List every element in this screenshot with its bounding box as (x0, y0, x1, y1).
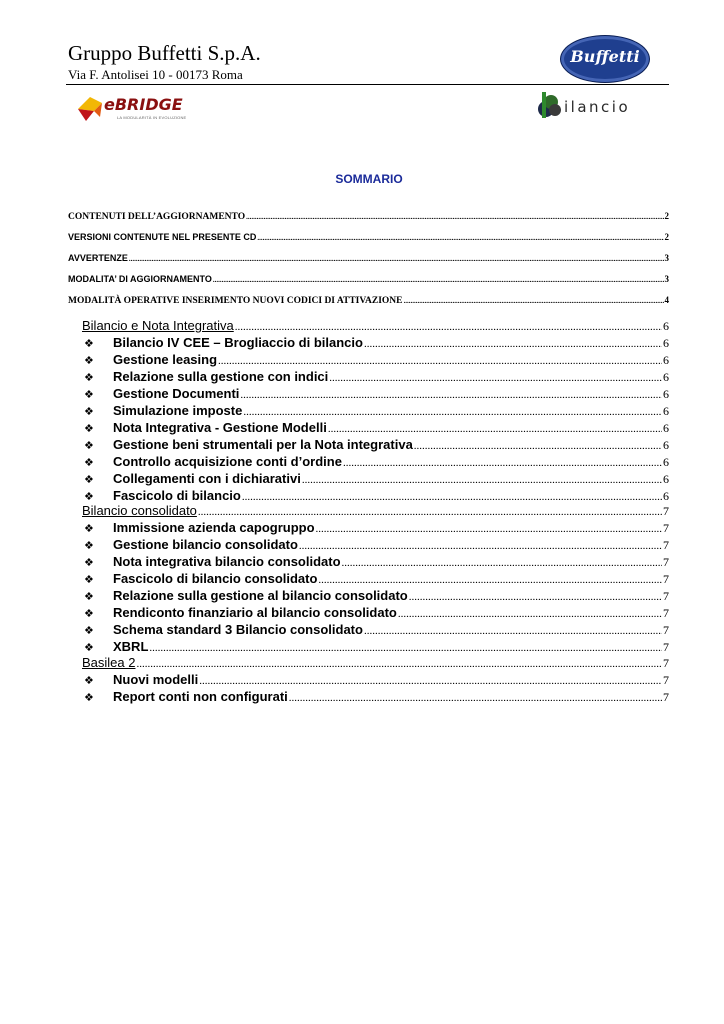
toc-entry-modalita-aggiornamento[interactable] (68, 274, 669, 286)
diamond-bullet-icon: ❖ (84, 573, 94, 586)
toc-leader (414, 439, 662, 454)
toc-page-number: 7 (663, 572, 669, 586)
toc-item-label: Simulazione imposte (113, 403, 243, 418)
toc-page-number: 7 (663, 656, 669, 670)
ebridge-tagline: LA MODULARITÀ IN EVOLUZIONE (117, 115, 187, 120)
toc-page-number: 6 (663, 438, 669, 452)
buffetti-logo-text: Buffetti (570, 47, 640, 66)
company-address: Via F. Antolisei 10 - 00173 Roma (68, 67, 243, 82)
toc-item-label: Nuovi modelli (113, 672, 199, 687)
toc-leader (318, 573, 662, 588)
toc-item-label: Fascicolo di bilancio consolidato (113, 571, 318, 586)
diamond-bullet-icon: ❖ (84, 456, 94, 469)
toc-page-number: 2 (664, 211, 669, 221)
toc-item-label: Controllo acquisizione conti d’ordine (113, 454, 342, 469)
toc-leader (235, 320, 662, 335)
toc-item[interactable] (84, 369, 669, 386)
toc-item-label: Rendiconto finanziario al bilancio consolidato (113, 605, 397, 620)
toc-leader (302, 473, 662, 488)
toc-page-number: 6 (663, 336, 669, 350)
toc-item[interactable] (84, 520, 669, 537)
toc-item[interactable] (84, 386, 669, 403)
toc-item[interactable] (84, 352, 669, 369)
toc-entry-modalita-operative[interactable] (68, 295, 669, 307)
toc-section-bilancio-consolidato[interactable] (82, 503, 669, 520)
toc-page-number: 6 (663, 370, 669, 384)
toc-section-label: Bilancio consolidato (82, 503, 197, 518)
ebridge-logo-text: eBRIDGE (104, 95, 183, 114)
toc-item-label: Schema standard 3 Bilancio consolidato (113, 622, 363, 637)
diamond-bullet-icon: ❖ (84, 422, 94, 435)
toc-entry-label: MODALITA’ DI AGGIORNAMENTO (68, 274, 212, 284)
toc-page-number: 6 (663, 489, 669, 503)
diamond-bullet-icon: ❖ (84, 405, 94, 418)
bilancio-logo-text: ilancio (564, 98, 631, 116)
toc-leader (409, 590, 662, 605)
toc-page-number: 6 (663, 353, 669, 367)
diamond-bullet-icon: ❖ (84, 439, 94, 452)
toc-leader (329, 371, 662, 386)
diamond-bullet-icon: ❖ (84, 371, 94, 384)
toc-item-label: Gestione leasing (113, 352, 218, 367)
diamond-bullet-icon: ❖ (84, 624, 94, 637)
toc-leader (199, 674, 662, 689)
toc-item-label: XBRL (113, 639, 149, 654)
toc-item-label: Bilancio IV CEE – Brogliaccio di bilancio (113, 335, 363, 350)
toc-item-label: Gestione Documenti (113, 386, 240, 401)
diamond-bullet-icon: ❖ (84, 641, 94, 654)
toc-section-label: Basilea 2 (82, 655, 136, 670)
toc-item[interactable] (84, 471, 669, 488)
diamond-bullet-icon: ❖ (84, 539, 94, 552)
toc-entry-label: AVVERTENZE (68, 253, 128, 263)
toc-page-number: 6 (663, 455, 669, 469)
toc-item-label: Collegamenti con i dichiarativi (113, 471, 301, 486)
toc-leader (213, 275, 664, 286)
toc-leader (364, 337, 662, 352)
toc-page-number: 3 (664, 274, 669, 284)
toc-leader (398, 607, 662, 622)
toc-title: SOMMARIO (335, 172, 403, 186)
toc-page-number: 6 (663, 472, 669, 486)
toc-leader (289, 691, 662, 706)
company-name: Gruppo Buffetti S.p.A. (68, 41, 261, 65)
toc-item[interactable] (84, 454, 669, 471)
toc-page-number: 7 (663, 538, 669, 552)
toc-leader (404, 296, 664, 307)
toc-leader (343, 456, 662, 471)
toc-leader (342, 556, 662, 571)
toc-item-label: Fascicolo di bilancio (113, 488, 241, 503)
toc-page-number: 7 (663, 555, 669, 569)
toc-page-number: 7 (663, 504, 669, 518)
toc-item-label: Gestione bilancio consolidato (113, 537, 298, 552)
toc-item[interactable] (84, 335, 669, 352)
toc-item[interactable] (84, 537, 669, 554)
diamond-bullet-icon: ❖ (84, 354, 94, 367)
toc-leader (328, 422, 662, 437)
toc-page-number: 7 (663, 521, 669, 535)
toc-leader (136, 657, 662, 672)
toc-item[interactable] (84, 420, 669, 437)
toc-item-label: Gestione beni strumentali per la Nota integrativa (113, 437, 413, 452)
toc-leader (218, 354, 662, 369)
diamond-bullet-icon: ❖ (84, 473, 94, 486)
toc-entry-label: CONTENUTI DELL’AGGIORNAMENTO (68, 212, 246, 222)
toc-item-label: Nota Integrativa - Gestione Modelli (113, 420, 327, 435)
toc-leader (257, 233, 663, 244)
diamond-bullet-icon: ❖ (84, 388, 94, 401)
toc-entry-contenuti[interactable] (68, 211, 669, 223)
toc-entry-label: VERSIONI CONTENUTE NEL PRESENTE CD (68, 232, 257, 242)
toc-item[interactable] (84, 689, 669, 706)
toc-leader (198, 505, 662, 520)
toc-page-number: 7 (663, 640, 669, 654)
toc-item[interactable] (84, 554, 669, 571)
diamond-bullet-icon: ❖ (84, 490, 94, 503)
toc-page-number: 4 (664, 295, 669, 305)
toc-item[interactable] (84, 639, 669, 656)
toc-section-bilancio-nota[interactable] (82, 318, 669, 335)
toc-item[interactable] (84, 622, 669, 639)
toc-entry-avvertenze[interactable] (68, 253, 669, 265)
toc-item-label: Relazione sulla gestione al bilancio consolidato (113, 588, 408, 603)
toc-page-number: 6 (663, 404, 669, 418)
toc-item[interactable] (84, 672, 669, 689)
toc-page-number: 2 (664, 232, 669, 242)
toc-page-number: 6 (663, 387, 669, 401)
toc-page-number: 3 (664, 253, 669, 263)
toc-entry-versioni[interactable] (68, 232, 669, 244)
diamond-bullet-icon: ❖ (84, 691, 94, 704)
diamond-bullet-icon: ❖ (84, 590, 94, 603)
diamond-bullet-icon: ❖ (84, 607, 94, 620)
toc-item[interactable] (84, 571, 669, 588)
toc-item[interactable] (84, 588, 669, 605)
toc-item-label: Relazione sulla gestione con indici (113, 369, 329, 384)
toc-page-number: 6 (663, 421, 669, 435)
diamond-bullet-icon: ❖ (84, 556, 94, 569)
toc-leader (364, 624, 662, 639)
toc-item[interactable] (84, 437, 669, 454)
toc-section-label: Bilancio e Nota Integrativa (82, 318, 234, 333)
toc-leader (149, 641, 662, 656)
toc-page-number: 6 (663, 319, 669, 333)
toc-entry-label: MODALITÀ OPERATIVE INSERIMENTO NUOVI CODICI DI ATTIVAZIONE (68, 296, 403, 306)
toc-page-number: 7 (663, 673, 669, 687)
toc-item-label: Report conti non configurati (113, 689, 288, 704)
toc-leader (243, 405, 662, 420)
toc-leader (316, 522, 662, 537)
diamond-bullet-icon: ❖ (84, 522, 94, 535)
toc-item-label: Nota integrativa bilancio consolidato (113, 554, 341, 569)
toc-item-label: Immissione azienda capogruppo (113, 520, 315, 535)
toc-page-number: 7 (663, 606, 669, 620)
toc-item[interactable] (84, 403, 669, 420)
diamond-bullet-icon: ❖ (84, 674, 94, 687)
toc-leader (299, 539, 662, 554)
toc-leader (129, 254, 664, 265)
diamond-bullet-icon: ❖ (84, 337, 94, 350)
toc-page-number: 7 (663, 623, 669, 637)
toc-leader (246, 212, 663, 223)
toc-page-number: 7 (663, 690, 669, 704)
toc-leader (240, 388, 662, 403)
toc-page-number: 7 (663, 589, 669, 603)
toc-section-basilea-2[interactable] (82, 655, 669, 672)
toc-item[interactable] (84, 605, 669, 622)
